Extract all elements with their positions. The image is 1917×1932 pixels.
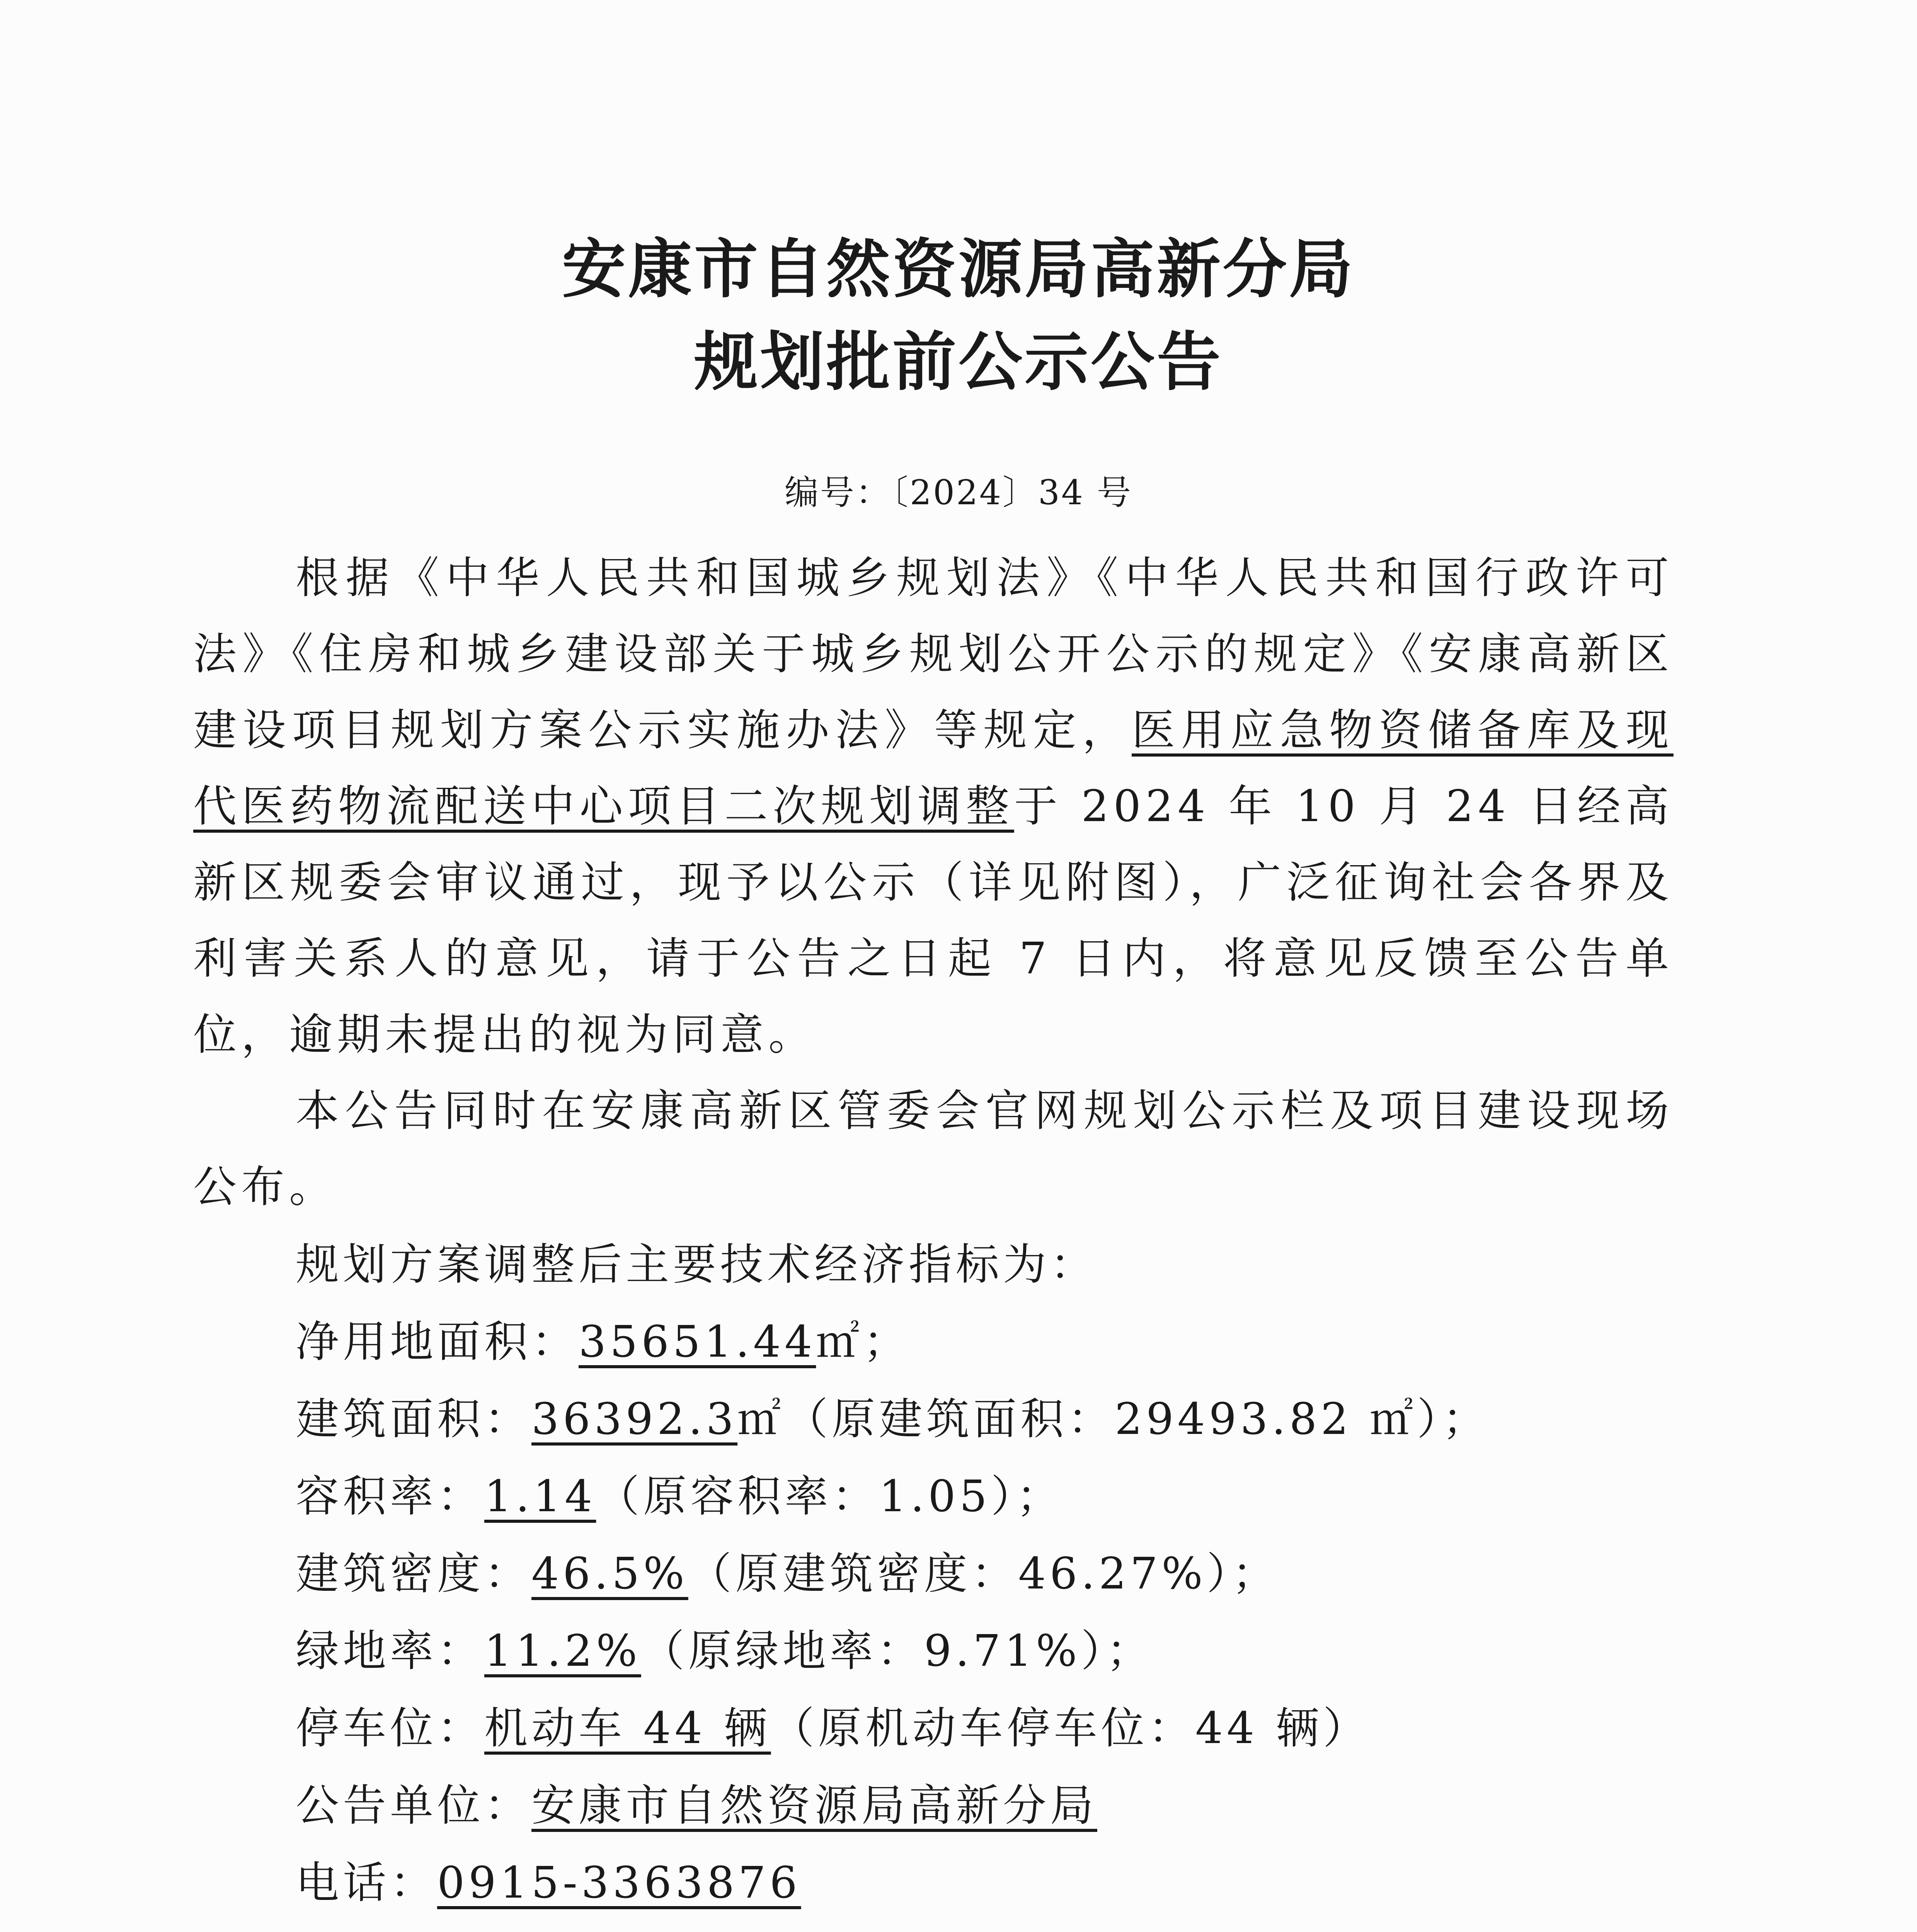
paragraph-1-intro: 根据《中华人民共和国城乡规划法》《中华人民共和国行政许可法》《住房和城乡建设部关于城乡规划公开公示的规定》《安康高新区建设项目规划方案公示实施办法》等规定，	[193, 553, 1674, 755]
indicator-suffix: （原建筑密度：46.27%）；	[688, 1549, 1279, 1599]
indicator-value: 机动车 44 辆	[484, 1703, 771, 1753]
document-number: 编号：〔2024〕34 号	[785, 473, 1132, 512]
phone	[296, 1854, 1687, 1912]
indicator-suffix: （原绿地率：9.71%）；	[641, 1626, 1154, 1676]
announcing-unit	[296, 1777, 1687, 1835]
indicator-suffix: （原容积率：1.05）；	[596, 1471, 1064, 1522]
indicator-green-ratio	[296, 1622, 1687, 1680]
indicator-value: 1.14	[484, 1471, 596, 1522]
indicator-label: 净用地面积：	[296, 1317, 579, 1367]
document-title-line2: 规划批前公示公告	[694, 325, 1223, 399]
body-paragraph-2: 本公告同时在安康高新区管委会官网规划公示栏及项目建设现场公布。	[193, 1086, 1674, 1212]
indicator-floor-area-ratio	[296, 1468, 1687, 1526]
indicator-parking	[296, 1699, 1687, 1757]
phone-label: 电话：	[296, 1858, 437, 1908]
indicator-label: 容积率：	[296, 1471, 484, 1522]
indicator-label: 建筑面积：	[296, 1394, 531, 1444]
indicator-value: 36392.3	[531, 1394, 738, 1444]
project-name: 医用应急物资储备库及现代医药物流配送中心项目二次规划调整	[193, 705, 1674, 832]
paragraph-1-rest: 于 2024 年 10 月 24 日经高新区规委会审议通过，现予以公示（详见附图），广泛征询社会各界及利害关系人的意见，请于公告之日起 7 日内，将意见反馈至公告单位，逾期未提出的视为同意。	[193, 781, 1674, 1060]
indicator-label: 绿地率：	[296, 1626, 484, 1676]
indicator-label: 停车位：	[296, 1703, 484, 1753]
indicator-building-density	[296, 1545, 1687, 1603]
document-title-line1: 安康市自然资源局高新分局	[562, 232, 1355, 306]
indicator-building-area	[296, 1390, 1687, 1448]
announcing-unit-value: 安康市自然资源局高新分局	[531, 1781, 1097, 1831]
indicator-value: 35651.44	[579, 1317, 816, 1367]
body-paragraph-1	[193, 540, 1674, 1073]
announcing-unit-label: 公告单位：	[296, 1781, 531, 1831]
indicator-label: 建筑密度：	[296, 1549, 531, 1599]
phone-value: 0915-3363876	[437, 1858, 801, 1908]
indicator-value: 11.2%	[484, 1626, 641, 1676]
indicator-value: 46.5%	[531, 1549, 688, 1599]
indicator-suffix: ㎡（原建筑面积：29493.82 ㎡）；	[737, 1394, 1490, 1444]
indicator-net-land-area	[296, 1313, 1687, 1371]
indicator-suffix: ㎡；	[816, 1317, 911, 1367]
indicators-heading: 规划方案调整后主要技术经济指标为：	[296, 1240, 1097, 1290]
indicator-suffix: （原机动车停车位：44 辆）	[771, 1703, 1370, 1753]
